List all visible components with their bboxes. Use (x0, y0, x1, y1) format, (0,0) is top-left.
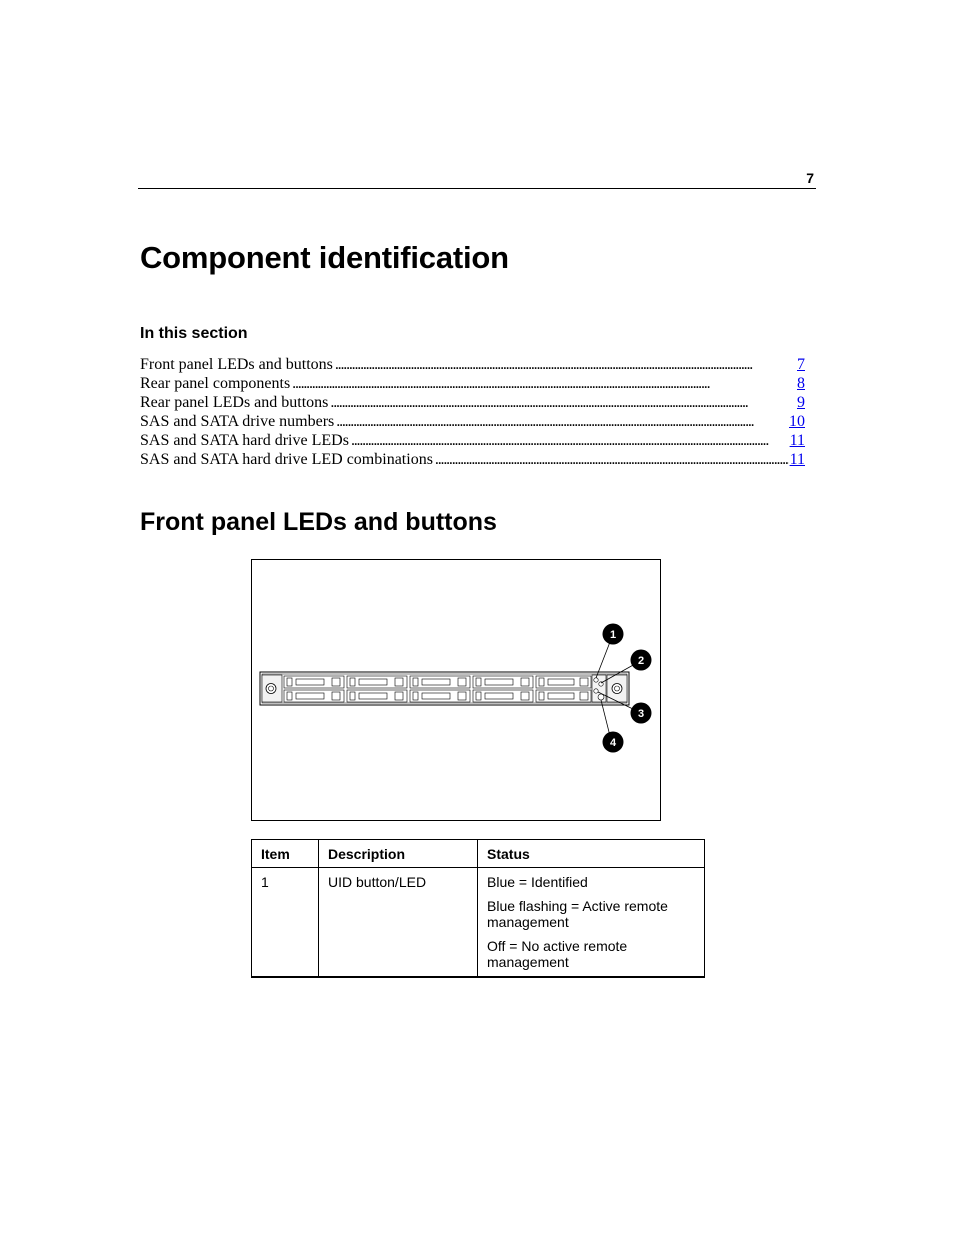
callout-1-label: 1 (609, 629, 617, 641)
toc-page-link[interactable]: 7 (797, 356, 805, 373)
toc-page-link[interactable]: 11 (789, 432, 805, 449)
toc-leader-dots (351, 431, 789, 450)
toc-page-link[interactable]: 9 (797, 394, 805, 411)
table-row (252, 868, 705, 978)
toc-page-link[interactable]: 10 (789, 413, 805, 430)
column-header-item: Item (252, 840, 319, 868)
table-header-row (252, 840, 705, 868)
toc-entry-label: Front panel LEDs and buttons (140, 356, 333, 373)
nic-led-icon (594, 689, 598, 693)
status-line: Off = No active remote management (487, 938, 628, 970)
toc-leader-dots (336, 412, 788, 431)
toc-entry-label: SAS and SATA drive numbers (140, 413, 335, 430)
callout-1 (603, 624, 624, 645)
toc-entry[interactable] (140, 431, 805, 450)
control-panel (592, 675, 606, 702)
callout-4 (603, 732, 624, 753)
server-front-panel-illustration (252, 560, 662, 822)
section-toc (140, 355, 805, 469)
in-this-section-heading: In this section (140, 325, 248, 342)
toc-leader-dots (335, 355, 796, 374)
toc-entry[interactable] (140, 450, 805, 469)
description-cell: UID button/LED (319, 868, 478, 978)
toc-entry[interactable] (140, 374, 805, 393)
item-cell: 1 (252, 868, 319, 978)
page-number: 7 (806, 170, 814, 186)
callout-2 (631, 650, 652, 671)
uid-led-icon (594, 678, 598, 682)
toc-page-link[interactable]: 11 (789, 451, 805, 468)
left-latch-icon (266, 684, 276, 694)
toc-entry[interactable] (140, 412, 805, 431)
status-line: Blue flashing = Active remote management (487, 898, 668, 930)
toc-leader-dots (435, 450, 789, 469)
toc-entry-label: SAS and SATA hard drive LEDs (140, 432, 349, 449)
callout-3-label: 3 (637, 708, 645, 720)
section-heading: Front panel LEDs and buttons (140, 508, 497, 536)
toc-entry-label: Rear panel LEDs and buttons (140, 394, 329, 411)
toc-leader-dots (292, 374, 796, 393)
front-panel-figure (251, 559, 661, 821)
toc-page-link[interactable]: 8 (797, 375, 805, 392)
toc-entry-label: Rear panel components (140, 375, 291, 392)
callout-3 (631, 703, 652, 724)
callout-2-label: 2 (637, 655, 645, 667)
column-header-description: Description (319, 840, 478, 868)
column-header-status: Status (478, 840, 705, 868)
toc-entry-label: SAS and SATA hard drive LED combinations (140, 451, 433, 468)
toc-entry[interactable] (140, 393, 805, 412)
header-rule (138, 188, 816, 189)
front-panel-items-table (251, 839, 705, 978)
right-latch-icon (612, 684, 622, 694)
status-cell (478, 868, 705, 978)
callout-4-label: 4 (609, 737, 617, 749)
page-title: Component identification (140, 240, 509, 275)
toc-entry[interactable] (140, 355, 805, 374)
status-line: Blue = Identified (487, 874, 588, 890)
toc-leader-dots (330, 393, 796, 412)
